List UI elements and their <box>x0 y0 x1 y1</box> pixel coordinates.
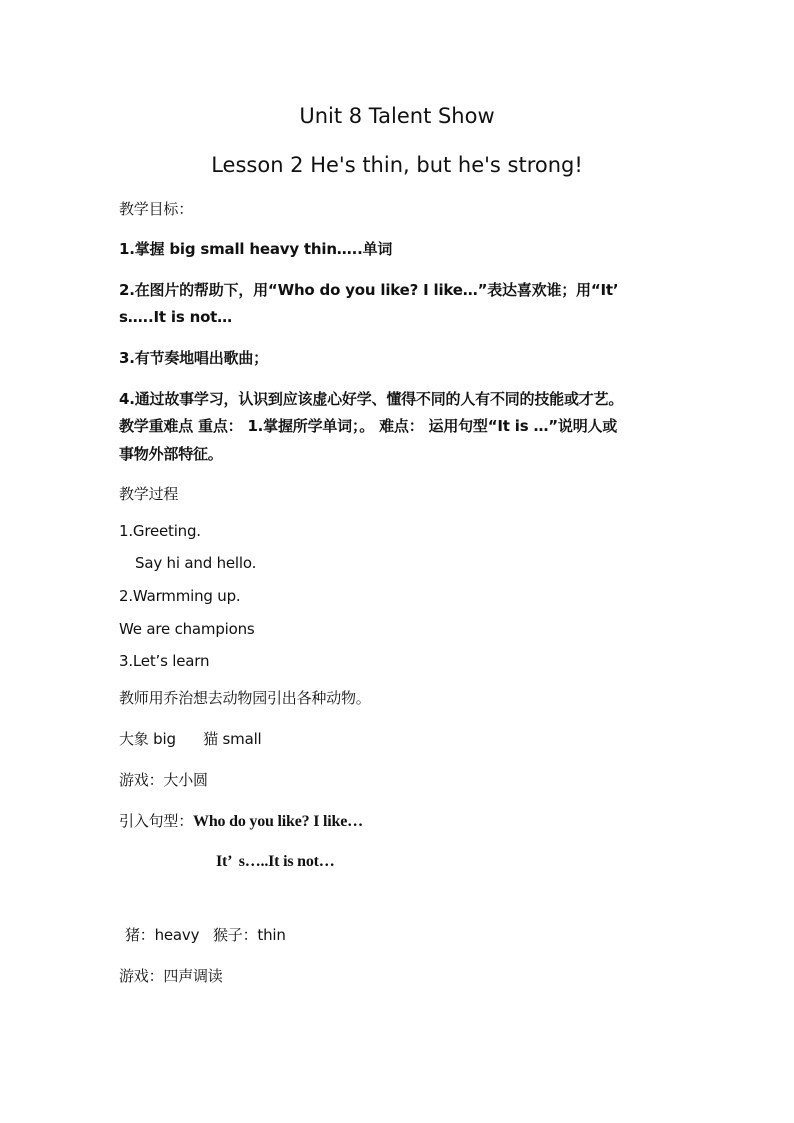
step-3: 3.Let’s learn <box>119 652 210 670</box>
goal-1: 1.掌握 big small heavy thin…..单词 <box>119 240 393 258</box>
step-2-detail: We are champions <box>119 620 255 638</box>
sentence-pattern-line-2: It’ s…..It is not… <box>216 853 335 870</box>
goal-3: 3.有节奏地唱出歌曲； <box>119 349 268 367</box>
sentence-pattern-label: 引入句型： <box>119 812 194 830</box>
animals-big-small: 大象 big 猫 small <box>119 730 262 748</box>
goals-heading: 教学目标： <box>119 200 194 218</box>
step-1-detail: Say hi and hello. <box>135 554 257 572</box>
step-2: 2.Warmming up. <box>119 587 241 605</box>
key-points-line-2: 事物外部特征。 <box>119 445 223 463</box>
sentence-pattern <box>119 811 363 832</box>
sentence-pattern-text: Who do you like? I like… <box>193 813 363 830</box>
document-title: Unit 8 Talent Show <box>299 104 495 128</box>
animals-heavy-thin: 猪：heavy 猴子：thin <box>125 926 286 944</box>
step-1: 1.Greeting. <box>119 522 201 540</box>
game-1: 游戏：大小圆 <box>119 771 208 789</box>
lesson-subtitle: Lesson 2 He's thin, but he's strong! <box>211 153 583 177</box>
goal-4: 4.通过故事学习，认识到应该虚心好学、懂得不同的人有不同的技能或才艺。 <box>119 390 624 408</box>
goal-2-line-2: s…..It is not… <box>119 308 232 326</box>
step-3-intro: 教师用乔治想去动物园引出各种动物。 <box>119 689 371 707</box>
goal-2-line-1: 2.在图片的帮助下，用“Who do you like? I like…”表达喜欢谁；用“It’ <box>119 281 619 299</box>
process-heading: 教学过程 <box>119 485 179 503</box>
key-points-line-1: 教学重难点 重点： 1.掌握所学单词；。 难点： 运用句型“It is …”说明人或 <box>119 417 618 435</box>
game-2: 游戏：四声调读 <box>119 967 223 985</box>
